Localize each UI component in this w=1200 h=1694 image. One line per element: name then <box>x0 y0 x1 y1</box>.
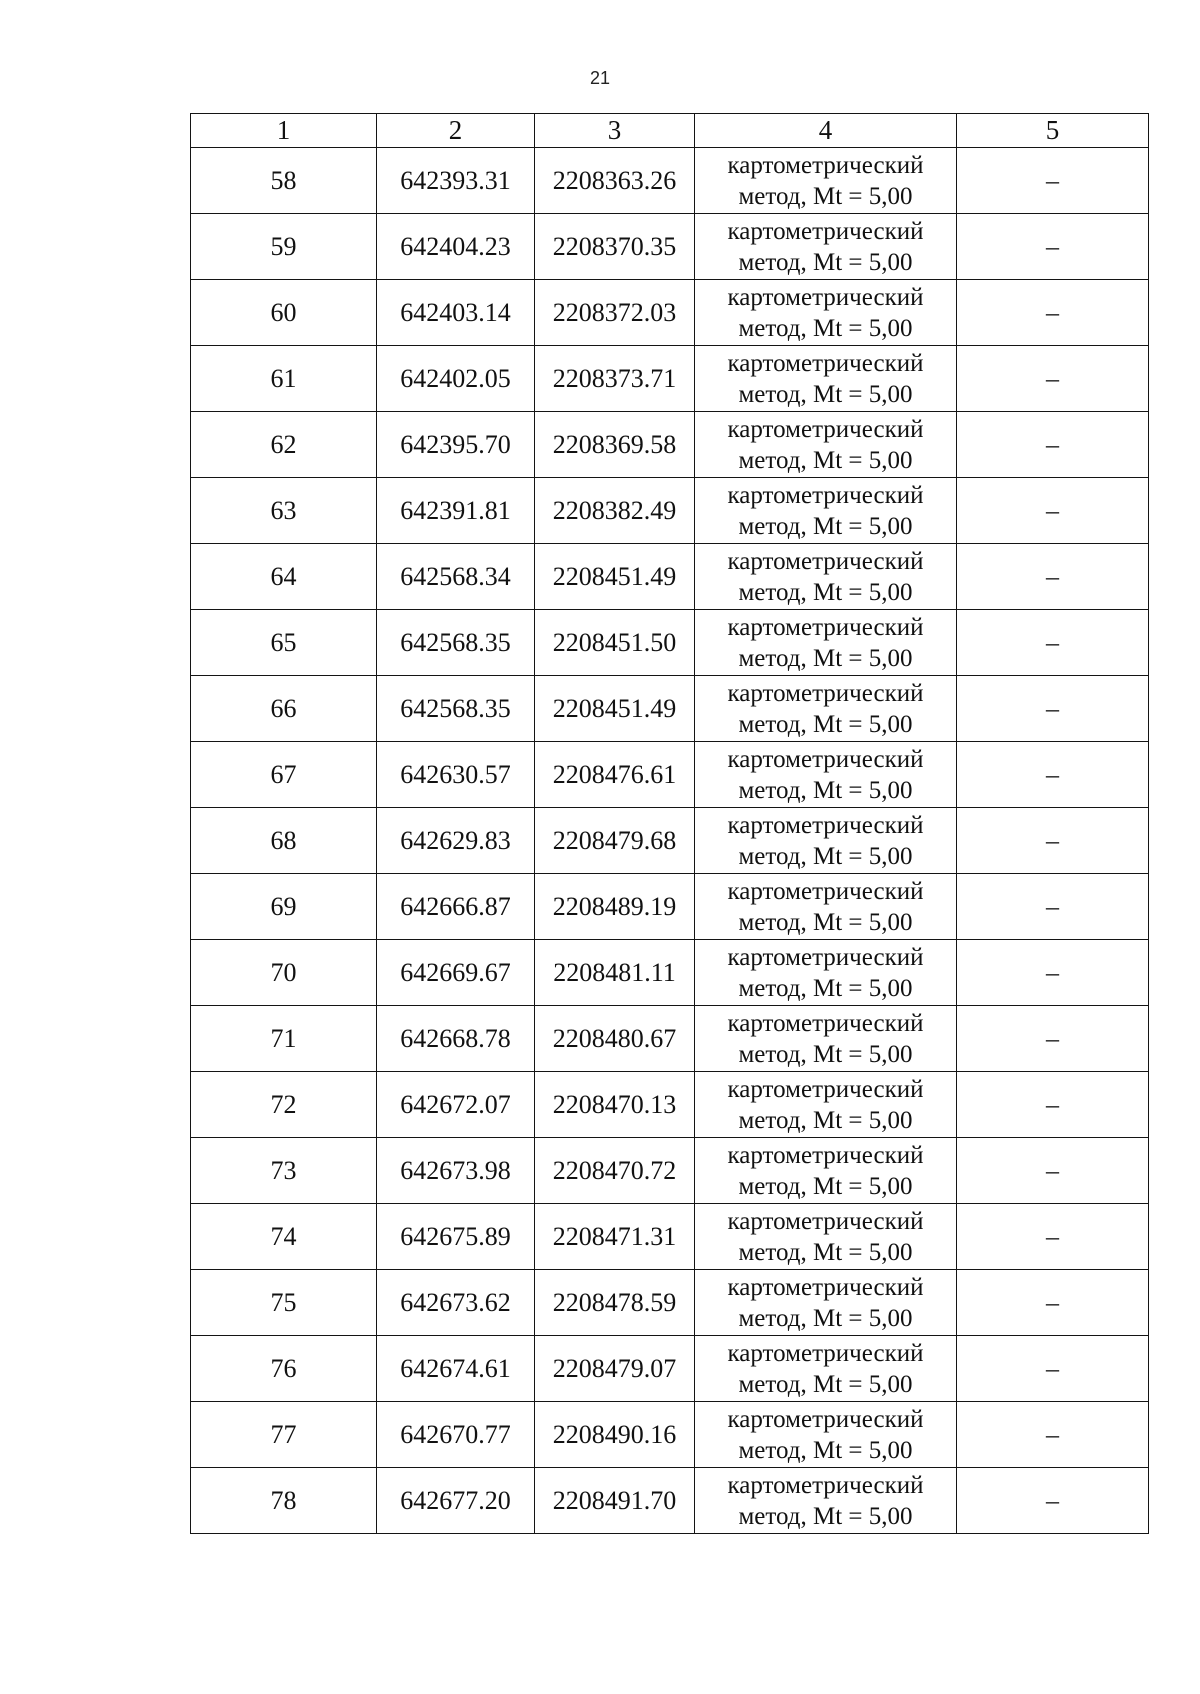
coordinates-table <box>190 113 1149 1534</box>
coordinate-x-cell: 642673.62 <box>377 1270 535 1336</box>
note-cell: – <box>957 412 1149 478</box>
method-line-1: картометрический <box>727 1207 924 1235</box>
method-line-2: метод, Mt = 5,00 <box>738 974 913 1002</box>
method-cell <box>695 676 957 742</box>
point-number-cell: 74 <box>191 1204 377 1270</box>
coordinate-y-cell: 2208369.58 <box>535 412 695 478</box>
method-line-2: метод, Mt = 5,00 <box>738 248 913 276</box>
coordinate-x-cell: 642391.81 <box>377 478 535 544</box>
method-line-1: картометрический <box>727 1273 924 1301</box>
coordinate-x-cell: 642395.70 <box>377 412 535 478</box>
coordinate-y-cell: 2208489.19 <box>535 874 695 940</box>
method-line-2: метод, Mt = 5,00 <box>738 1436 913 1464</box>
note-cell: – <box>957 478 1149 544</box>
coordinate-x-cell: 642568.35 <box>377 610 535 676</box>
method-cell <box>695 148 957 214</box>
column-header-4: 4 <box>695 114 957 148</box>
table-row <box>191 478 1149 544</box>
method-cell <box>695 412 957 478</box>
note-cell: – <box>957 544 1149 610</box>
point-number-cell: 59 <box>191 214 377 280</box>
table-row <box>191 742 1149 808</box>
method-line-1: картометрический <box>727 811 924 839</box>
point-number-cell: 61 <box>191 346 377 412</box>
table-row <box>191 1468 1149 1534</box>
coordinate-x-cell: 642677.20 <box>377 1468 535 1534</box>
table-row <box>191 1402 1149 1468</box>
coordinate-y-cell: 2208373.71 <box>535 346 695 412</box>
point-number-cell: 71 <box>191 1006 377 1072</box>
point-number-cell: 66 <box>191 676 377 742</box>
point-number-cell: 70 <box>191 940 377 1006</box>
coordinate-y-cell: 2208476.61 <box>535 742 695 808</box>
coordinate-y-cell: 2208470.72 <box>535 1138 695 1204</box>
table-row <box>191 676 1149 742</box>
coordinate-x-cell: 642673.98 <box>377 1138 535 1204</box>
method-cell <box>695 1336 957 1402</box>
table-row <box>191 544 1149 610</box>
method-line-1: картометрический <box>727 217 924 245</box>
coordinate-y-cell: 2208370.35 <box>535 214 695 280</box>
method-line-1: картометрический <box>727 481 924 509</box>
method-line-2: метод, Mt = 5,00 <box>738 380 913 408</box>
method-cell <box>695 1204 957 1270</box>
point-number-cell: 77 <box>191 1402 377 1468</box>
method-line-2: метод, Mt = 5,00 <box>738 1106 913 1134</box>
coordinate-y-cell: 2208479.07 <box>535 1336 695 1402</box>
coordinate-x-cell: 642568.35 <box>377 676 535 742</box>
point-number-cell: 62 <box>191 412 377 478</box>
point-number-cell: 65 <box>191 610 377 676</box>
method-cell <box>695 1468 957 1534</box>
column-header-5: 5 <box>957 114 1149 148</box>
coordinate-y-cell: 2208382.49 <box>535 478 695 544</box>
method-line-2: метод, Mt = 5,00 <box>738 314 913 342</box>
method-line-1: картометрический <box>727 1141 924 1169</box>
coordinate-x-cell: 642672.07 <box>377 1072 535 1138</box>
note-cell: – <box>957 1006 1149 1072</box>
note-cell: – <box>957 1336 1149 1402</box>
table-row <box>191 148 1149 214</box>
note-cell: – <box>957 1072 1149 1138</box>
table-row <box>191 610 1149 676</box>
method-cell <box>695 346 957 412</box>
method-line-2: метод, Mt = 5,00 <box>738 1370 913 1398</box>
method-line-1: картометрический <box>727 1009 924 1037</box>
point-number-cell: 72 <box>191 1072 377 1138</box>
coordinate-y-cell: 2208471.31 <box>535 1204 695 1270</box>
point-number-cell: 73 <box>191 1138 377 1204</box>
method-line-1: картометрический <box>727 1339 924 1367</box>
method-cell <box>695 1138 957 1204</box>
note-cell: – <box>957 742 1149 808</box>
coordinate-y-cell: 2208478.59 <box>535 1270 695 1336</box>
point-number-cell: 64 <box>191 544 377 610</box>
note-cell: – <box>957 280 1149 346</box>
note-cell: – <box>957 808 1149 874</box>
method-line-1: картометрический <box>727 283 924 311</box>
table-row <box>191 1204 1149 1270</box>
coordinate-x-cell: 642630.57 <box>377 742 535 808</box>
note-cell: – <box>957 1468 1149 1534</box>
note-cell: – <box>957 1204 1149 1270</box>
method-line-1: картометрический <box>727 415 924 443</box>
note-cell: – <box>957 940 1149 1006</box>
method-line-2: метод, Mt = 5,00 <box>738 776 913 804</box>
coordinate-y-cell: 2208491.70 <box>535 1468 695 1534</box>
coordinate-y-cell: 2208451.50 <box>535 610 695 676</box>
coordinate-x-cell: 642402.05 <box>377 346 535 412</box>
method-cell <box>695 1072 957 1138</box>
method-line-2: метод, Mt = 5,00 <box>738 1304 913 1332</box>
table-row <box>191 1270 1149 1336</box>
method-cell <box>695 1006 957 1072</box>
note-cell: – <box>957 610 1149 676</box>
table-row <box>191 940 1149 1006</box>
method-line-2: метод, Mt = 5,00 <box>738 908 913 936</box>
note-cell: – <box>957 214 1149 280</box>
table-row <box>191 1336 1149 1402</box>
method-cell <box>695 1402 957 1468</box>
method-line-2: метод, Mt = 5,00 <box>738 578 913 606</box>
note-cell: – <box>957 676 1149 742</box>
coordinate-x-cell: 642668.78 <box>377 1006 535 1072</box>
method-line-2: метод, Mt = 5,00 <box>738 1040 913 1068</box>
point-number-cell: 58 <box>191 148 377 214</box>
method-line-1: картометрический <box>727 1075 924 1103</box>
column-header-2: 2 <box>377 114 535 148</box>
coordinate-y-cell: 2208481.11 <box>535 940 695 1006</box>
method-line-1: картометрический <box>727 151 924 179</box>
coordinate-y-cell: 2208451.49 <box>535 676 695 742</box>
point-number-cell: 68 <box>191 808 377 874</box>
coordinate-y-cell: 2208479.68 <box>535 808 695 874</box>
method-line-2: метод, Mt = 5,00 <box>738 1238 913 1266</box>
method-line-1: картометрический <box>727 1471 924 1499</box>
coordinate-x-cell: 642393.31 <box>377 148 535 214</box>
table-row <box>191 280 1149 346</box>
method-line-1: картометрический <box>727 679 924 707</box>
coordinate-x-cell: 642675.89 <box>377 1204 535 1270</box>
table-row <box>191 1006 1149 1072</box>
page-number: 21 <box>589 68 611 88</box>
table-row <box>191 1072 1149 1138</box>
table-row <box>191 346 1149 412</box>
coordinate-y-cell: 2208470.13 <box>535 1072 695 1138</box>
method-line-2: метод, Mt = 5,00 <box>738 710 913 738</box>
coordinate-x-cell: 642404.23 <box>377 214 535 280</box>
point-number-cell: 75 <box>191 1270 377 1336</box>
coordinate-y-cell: 2208480.67 <box>535 1006 695 1072</box>
note-cell: – <box>957 1270 1149 1336</box>
column-header-3: 3 <box>535 114 695 148</box>
method-cell <box>695 478 957 544</box>
header-row <box>191 114 1149 148</box>
coordinate-y-cell: 2208451.49 <box>535 544 695 610</box>
method-line-1: картометрический <box>727 1405 924 1433</box>
method-line-2: метод, Mt = 5,00 <box>738 842 913 870</box>
method-line-2: метод, Mt = 5,00 <box>738 446 913 474</box>
coordinate-x-cell: 642670.77 <box>377 1402 535 1468</box>
coordinate-x-cell: 642568.34 <box>377 544 535 610</box>
method-cell <box>695 544 957 610</box>
method-cell <box>695 808 957 874</box>
table-row <box>191 214 1149 280</box>
method-line-2: метод, Mt = 5,00 <box>738 512 913 540</box>
method-cell <box>695 742 957 808</box>
table-row <box>191 808 1149 874</box>
point-number-cell: 78 <box>191 1468 377 1534</box>
method-line-1: картометрический <box>727 547 924 575</box>
method-line-2: метод, Mt = 5,00 <box>738 182 913 210</box>
table-header <box>191 114 1149 148</box>
method-cell <box>695 1270 957 1336</box>
table-body <box>191 148 1149 1534</box>
coordinate-x-cell: 642629.83 <box>377 808 535 874</box>
coordinate-x-cell: 642674.61 <box>377 1336 535 1402</box>
method-cell <box>695 280 957 346</box>
method-line-2: метод, Mt = 5,00 <box>738 644 913 672</box>
column-header-1: 1 <box>191 114 377 148</box>
method-cell <box>695 874 957 940</box>
method-line-2: метод, Mt = 5,00 <box>738 1502 913 1530</box>
method-line-1: картометрический <box>727 877 924 905</box>
point-number-cell: 60 <box>191 280 377 346</box>
point-number-cell: 76 <box>191 1336 377 1402</box>
method-line-1: картометрический <box>727 613 924 641</box>
method-cell <box>695 940 957 1006</box>
method-line-1: картометрический <box>727 943 924 971</box>
note-cell: – <box>957 346 1149 412</box>
coordinate-x-cell: 642666.87 <box>377 874 535 940</box>
coordinate-y-cell: 2208363.26 <box>535 148 695 214</box>
method-line-2: метод, Mt = 5,00 <box>738 1172 913 1200</box>
coordinate-x-cell: 642403.14 <box>377 280 535 346</box>
method-cell <box>695 610 957 676</box>
point-number-cell: 67 <box>191 742 377 808</box>
coordinate-y-cell: 2208372.03 <box>535 280 695 346</box>
point-number-cell: 63 <box>191 478 377 544</box>
note-cell: – <box>957 1138 1149 1204</box>
note-cell: – <box>957 1402 1149 1468</box>
coordinate-x-cell: 642669.67 <box>377 940 535 1006</box>
table-row <box>191 874 1149 940</box>
note-cell: – <box>957 874 1149 940</box>
coordinate-y-cell: 2208490.16 <box>535 1402 695 1468</box>
note-cell: – <box>957 148 1149 214</box>
table-row <box>191 412 1149 478</box>
point-number-cell: 69 <box>191 874 377 940</box>
method-line-1: картометрический <box>727 745 924 773</box>
method-cell <box>695 214 957 280</box>
method-line-1: картометрический <box>727 349 924 377</box>
table-row <box>191 1138 1149 1204</box>
